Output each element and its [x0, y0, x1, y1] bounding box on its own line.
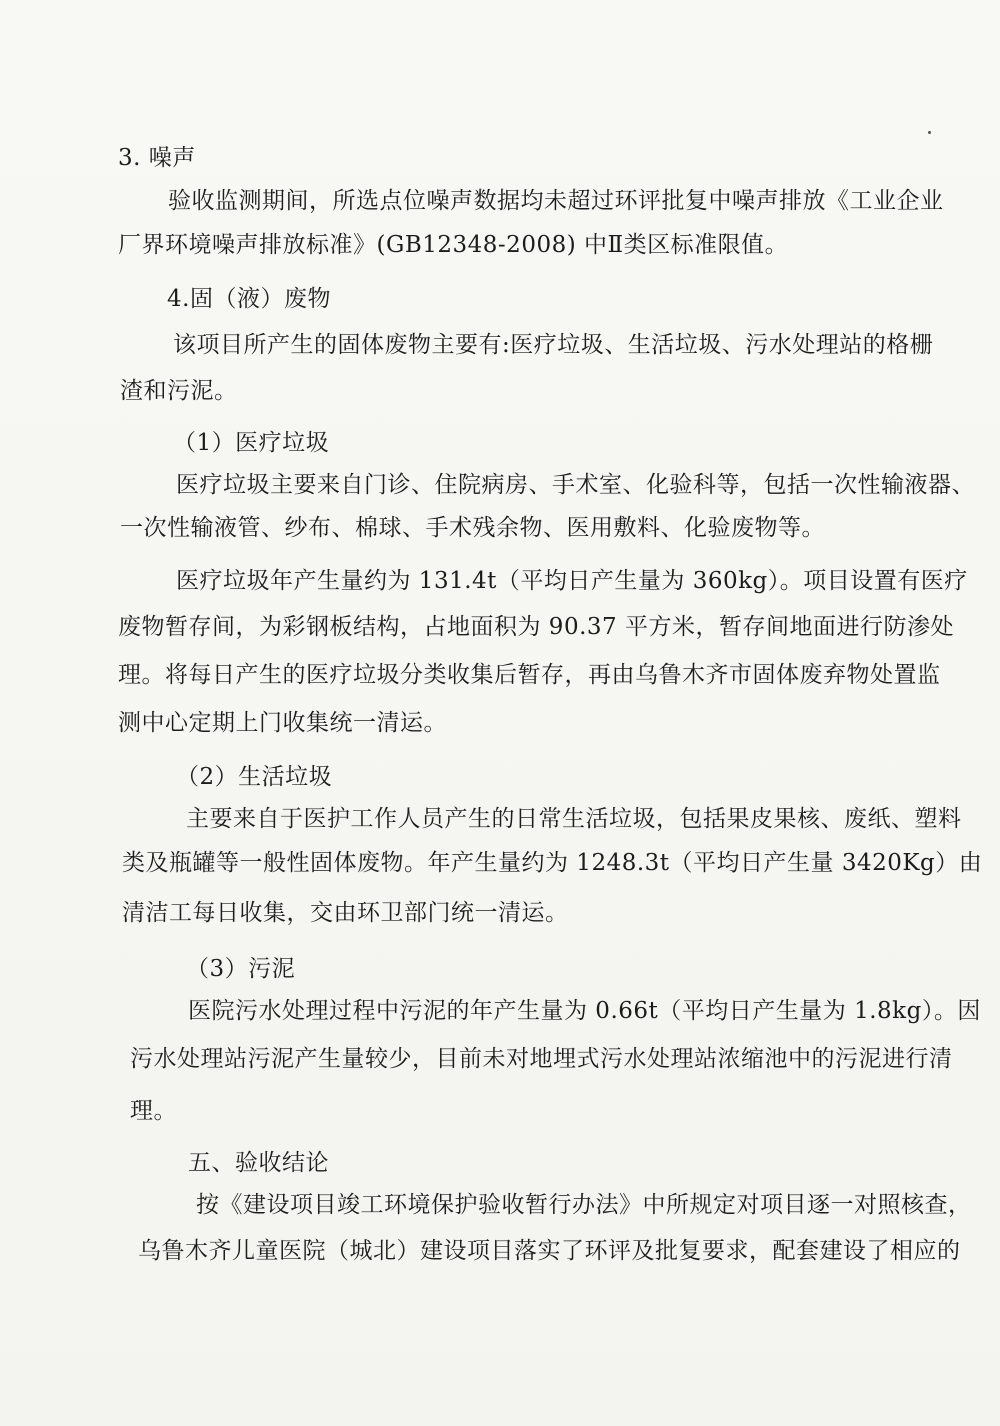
- section-heading-waste: 4.固（液）废物: [167, 286, 331, 312]
- paragraph-line: 测中心定期上门收集统一清运。: [118, 710, 447, 736]
- section-heading-conclusion: 五、验收结论: [188, 1150, 329, 1176]
- subsection-heading-medical-waste: （1）医疗垃圾: [173, 430, 330, 456]
- paragraph-line: 理。: [130, 1098, 177, 1124]
- scan-speck: [928, 131, 931, 134]
- paragraph-line: 医院污水处理过程中污泥的年产生量为 0.66t（平均日产生量为 1.8kg）。因: [188, 998, 981, 1024]
- paragraph-line: 医疗垃圾年产生量约为 131.4t（平均日产生量为 360kg）。项目设置有医疗: [176, 568, 968, 594]
- paragraph-line: 污水处理站污泥产生量较少，目前未对地埋式污水处理站浓缩池中的污泥进行清: [130, 1046, 953, 1072]
- paragraph-line: 该项目所产生的固体废物主要有:医疗垃圾、生活垃圾、污水处理站的格栅: [173, 332, 934, 358]
- paragraph-line: 一次性输液管、纱布、棉球、手术残余物、医用敷料、化验废物等。: [120, 515, 825, 541]
- paragraph-line: 厂界环境噪声排放标准》(GB12348-2008) 中Ⅱ类区标准限值。: [118, 232, 789, 258]
- paragraph-line: 验收监测期间，所选点位噪声数据均未超过环评批复中噪声排放《工业企业: [168, 188, 944, 214]
- paragraph-line: 理。将每日产生的医疗垃圾分类收集后暂存，再由乌鲁木齐市固体废弃物处置监: [118, 662, 941, 688]
- subsection-heading-sludge: （3）污泥: [186, 956, 296, 982]
- paragraph-line: 按《建设项目竣工环境保护验收暂行办法》中所规定对项目逐一对照核查，: [196, 1192, 972, 1218]
- subsection-heading-domestic-waste: （2）生活垃圾: [176, 764, 333, 790]
- paragraph-line: 类及瓶罐等一般性固体废物。年产生量约为 1248.3t（平均日产生量 3420Kg）由: [122, 850, 983, 876]
- paragraph-line: 渣和污泥。: [120, 378, 238, 404]
- paragraph-line: 主要来自于医护工作人员产生的日常生活垃圾，包括果皮果核、废纸、塑料: [186, 806, 962, 832]
- paragraph-line: 废物暂存间，为彩钢板结构，占地面积为 90.37 平方米，暂存间地面进行防渗处: [118, 614, 954, 640]
- paragraph-line: 医疗垃圾主要来自门诊、住院病房、手术室、化验科等，包括一次性输液器、: [176, 472, 975, 498]
- section-heading-noise: 3. 噪声: [118, 145, 196, 171]
- paragraph-line: 乌鲁木齐儿童医院（城北）建设项目落实了环评及批复要求，配套建设了相应的: [138, 1238, 961, 1264]
- paragraph-line: 清洁工每日收集，交由环卫部门统一清运。: [122, 900, 569, 926]
